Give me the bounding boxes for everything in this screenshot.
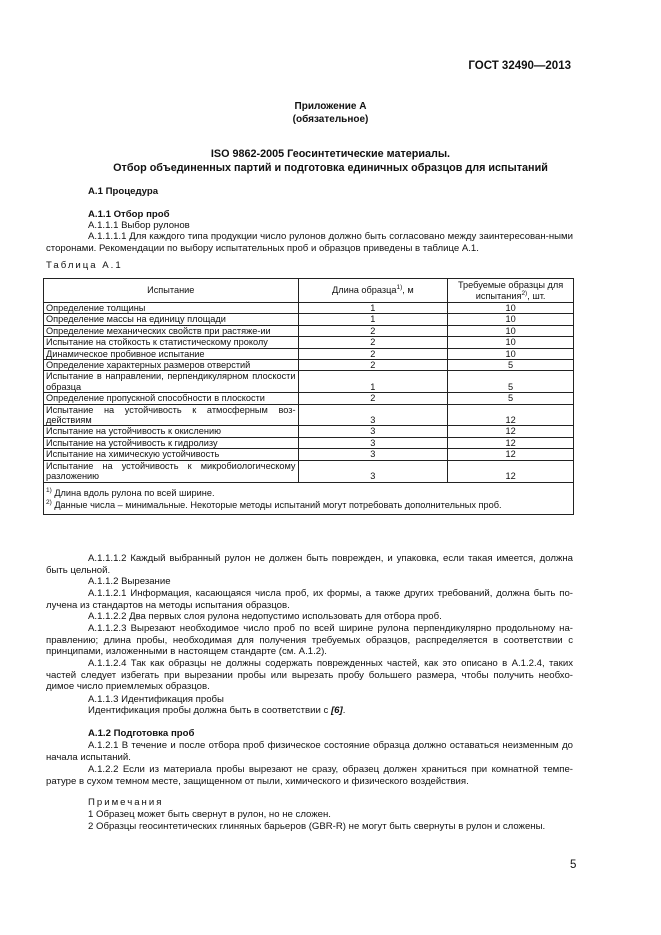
cell-test: Испытание на устойчивость к атмосферным воз-действиям [44, 404, 299, 426]
section-heading-a11: А.1.1 Отбор проб [88, 209, 170, 220]
note-1: 1 Образец может быть свернут в рулон, но не сложен. [88, 809, 331, 820]
cell-test: Испытание в направлении, перпендикулярном плоскости образца [44, 371, 299, 393]
paragraph-a1123: А.1.1.2.3 Вырезают необходимое число проб по всей ширине рулона перпендикулярно продольному на-правлению; длина пробы, необходимая для получения требуемых образцов, распределяется в соответствии с принципами, изложенными в настоящем стандарте (см. А.1.2). [46, 623, 573, 658]
cell-count: 5 [448, 371, 574, 393]
paragraph-a1124: А.1.1.2.4 Так как образцы не должны содержать поврежденных частей, как это описано в А.1.2.4, таких частей следует избегать при вырезании пробы или вырезать пробу большего размера, чтобы получить необхо-димое число приемлемых образцов. [46, 658, 573, 693]
cell-length: 3 [298, 460, 448, 482]
appendix-status: (обязательное) [292, 114, 369, 125]
paragraph-a1122: А.1.1.2.2 Два первых слоя рулона недопустимо использовать для отбора проб. [88, 611, 442, 622]
cell-length: 2 [298, 325, 448, 336]
notes-label: Примечания [88, 797, 164, 808]
header-test: Испытание [44, 279, 299, 303]
table-row [44, 437, 574, 448]
paragraph-a121: А.1.2.1 В течение и после отбора проб физическое состояние образца должно оставаться неизменным до начала испытаний. [46, 740, 573, 763]
cell-test: Определение пропускной способности в плоскости [44, 393, 299, 404]
table-row [44, 393, 574, 404]
table-row [44, 337, 574, 348]
table-row [44, 371, 574, 393]
page-number: 5 [570, 859, 577, 871]
cell-count: 10 [448, 348, 574, 359]
table-label: Таблица А.1 [46, 260, 123, 271]
cell-test: Динамическое пробивное испытание [44, 348, 299, 359]
cell-length: 3 [298, 426, 448, 437]
paragraph-a1111: А.1.1.1.1 Для каждого типа продукции число рулонов должно быть согласовано между заинтересован-ными сторонами. Рекомендации по выбору испытательных проб и образцов приведены в таблице А.1. [46, 231, 573, 254]
cell-count: 10 [448, 303, 574, 314]
cell-length: 1 [298, 314, 448, 325]
table-row [44, 360, 574, 371]
section-heading-a1: А.1 Процедура [88, 186, 159, 197]
cell-test: Испытание на устойчивость к окислению [44, 426, 299, 437]
cell-length: 2 [298, 348, 448, 359]
footnote-1: $^{1)}$ Длина вдоль рулона по всей ширине. [46, 486, 215, 498]
cell-length: 2 [298, 393, 448, 404]
samples-table [43, 278, 574, 515]
cell-test: Испытание на стойкость к статистическому проколу [44, 337, 299, 348]
section-heading-a112: А.1.1.2 Вырезание [88, 576, 171, 587]
table-header-row [44, 279, 574, 303]
cell-test: Определение механических свойств при растяже-ии [44, 325, 299, 336]
table-row [44, 460, 574, 482]
cell-test: Определение массы на единицу площади [44, 314, 299, 325]
cell-test: Испытание на химическую устойчивость [44, 449, 299, 460]
paragraph-a1112: А.1.1.1.2 Каждый выбранный рулон не должен быть поврежден, и упаковка, если такая имеется, должна быть цельной. [46, 553, 573, 576]
table-row [44, 325, 574, 336]
paragraph-a122: А.1.2.2 Если из материала пробы вырезают не сразу, образец должен храниться при комнатной темпе-ратуре в сухом темном месте, защищенном от пыли, химического и физического воздействия. [46, 764, 573, 787]
cell-count: 12 [448, 437, 574, 448]
paragraph-a1121: А.1.1.2.1 Информация, касающаяся числа проб, их формы, а также других требований, должна быть по-лучена из стандартов на методы испытания образцов. [46, 588, 573, 611]
cell-count: 12 [448, 404, 574, 426]
cell-count: 10 [448, 337, 574, 348]
cell-length: 3 [298, 449, 448, 460]
table-row [44, 303, 574, 314]
section-heading-a12: А.1.2 Подготовка проб [88, 728, 195, 739]
document-code: ГОСТ 32490—2013 [468, 60, 571, 72]
cell-count: 10 [448, 314, 574, 325]
cell-count: 12 [448, 449, 574, 460]
table-row [44, 348, 574, 359]
standard-title-line1: ISO 9862-2005 Геосинтетические материалы. [210, 148, 451, 160]
cell-length: 2 [298, 360, 448, 371]
standard-title-line2: Отбор объединенных партий и подготовка единичных образцов для испытаний [113, 162, 548, 174]
header-required-samples: Требуемые образцы для испытания$^{2)}$, шт. [448, 279, 574, 303]
table-row [44, 404, 574, 426]
section-heading-a111: А.1.1.1 Выбор рулонов [88, 220, 190, 231]
footnote-2: $^{2)}$ Данные числа – минимальные. Некоторые методы испытаний могут потребовать дополнительных проб. [46, 498, 502, 510]
cell-test: Определение характерных размеров отверстий [44, 360, 299, 371]
paragraph-a113: Идентификация пробы должна быть в соответствии с [6]. [88, 705, 346, 716]
table-row [44, 426, 574, 437]
cell-length: 3 [298, 437, 448, 448]
reference-link: [6] [330, 705, 343, 716]
cell-test: Испытание на устойчивость к гидролизу [44, 437, 299, 448]
note-2: 2 Образцы геосинтетических глиняных барьеров (GBR-R) не могут быть свернуты в рулон и сложены. [88, 821, 546, 832]
cell-count: 12 [448, 426, 574, 437]
appendix-title: Приложение А [294, 101, 367, 112]
table-row [44, 314, 574, 325]
cell-length: 3 [298, 404, 448, 426]
section-heading-a113: А.1.1.3 Идентификация пробы [88, 694, 224, 705]
cell-test: Испытание на устойчивость к микробиологическому разложению [44, 460, 299, 482]
cell-test: Определение толщины [44, 303, 299, 314]
cell-count: 5 [448, 393, 574, 404]
cell-length: 1 [298, 371, 448, 393]
header-length: Длина образца$^{1)}$, м [298, 279, 448, 303]
cell-count: 12 [448, 460, 574, 482]
cell-length: 1 [298, 303, 448, 314]
table-footnotes [44, 482, 574, 514]
cell-length: 2 [298, 337, 448, 348]
cell-count: 5 [448, 360, 574, 371]
table-row [44, 449, 574, 460]
cell-count: 10 [448, 325, 574, 336]
